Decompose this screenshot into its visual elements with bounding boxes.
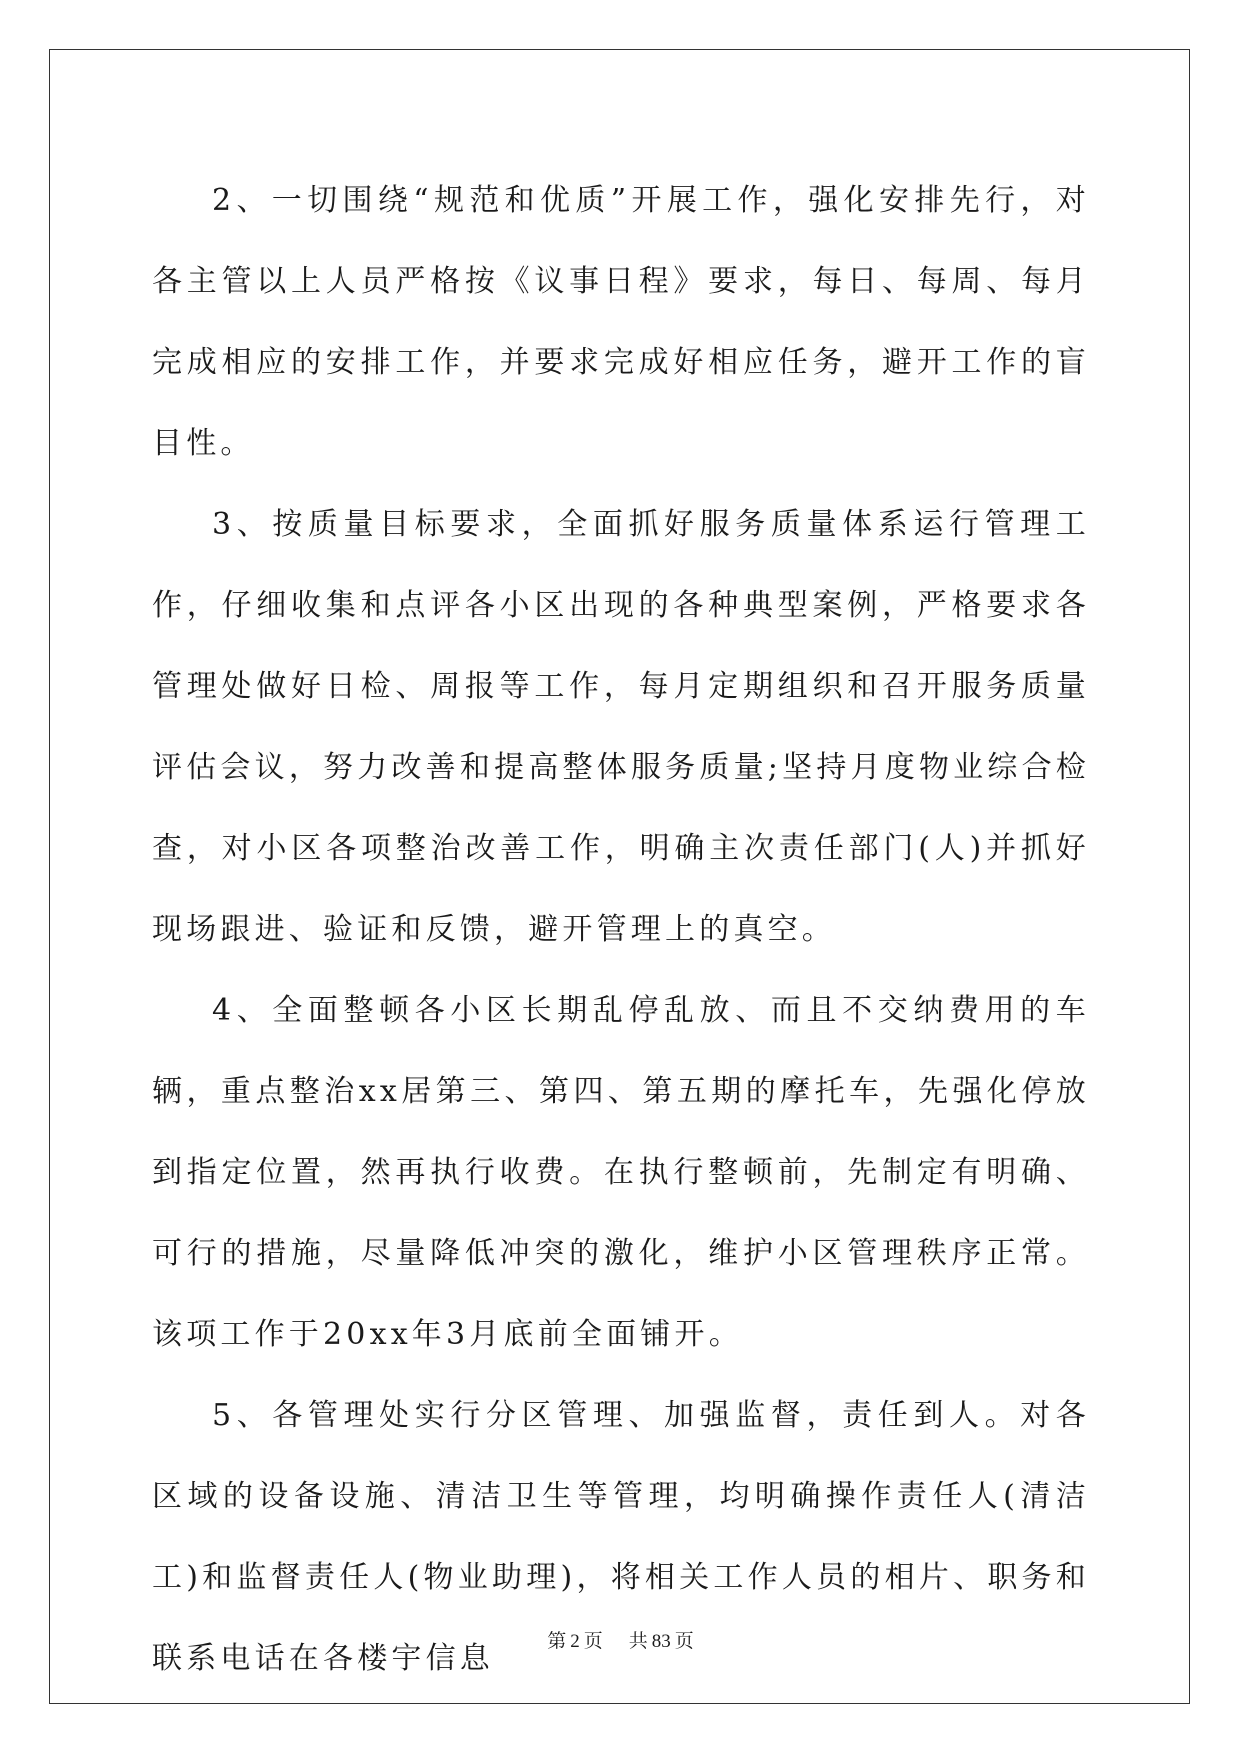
page-footer	[0, 1626, 1241, 1653]
paragraph-3: 3、按质量目标要求，全面抓好服务质量体系运行管理工作，仔细收集和点评各小区出现的各种典型案例，严格要求各管理处做好日检、周报等工作，每月定期组织和召开服务质量评估会议，努力改善和提高整体服务质量;坚持月度物业综合检查，对小区各项整治改善工作，明确主次责任部门(人)并抓好现场跟进、验证和反馈，避开管理上的真空。	[152, 507, 1090, 947]
page-number: 2	[570, 1631, 580, 1652]
total-pages: 83	[651, 1631, 671, 1652]
document-body	[152, 160, 1090, 1699]
paragraph-2: 2、一切围绕“规范和优质”开展工作，强化安排先行，对各主管以上人员严格按《议事日程》要求，每日、每周、每月完成相应的安排工作，并要求完成好相应任务，避开工作的盲目性。	[152, 183, 1090, 461]
total-prefix: 共	[628, 1631, 648, 1652]
paragraph-4: 4、全面整顿各小区长期乱停乱放、而且不交纳费用的车辆，重点整治xx居第三、第四、第五期的摩托车，先强化停放到指定位置，然再执行收费。在执行整顿前，先制定有明确、可行的措施，尽量降低冲突的激化，维护小区管理秩序正常。该项工作于20xx年3月底前全面铺开。	[152, 993, 1090, 1352]
paragraph-5: 5、各管理处实行分区管理、加强监督，责任到人。对各区域的设备设施、清洁卫生等管理，均明确操作责任人(清洁工)和监督责任人(物业助理)，将相关工作人员的相片、职务和联系电话在各楼宇信息	[152, 1398, 1090, 1676]
page-suffix: 页	[583, 1631, 603, 1652]
total-suffix: 页	[674, 1631, 694, 1652]
page-prefix: 第	[547, 1631, 567, 1652]
